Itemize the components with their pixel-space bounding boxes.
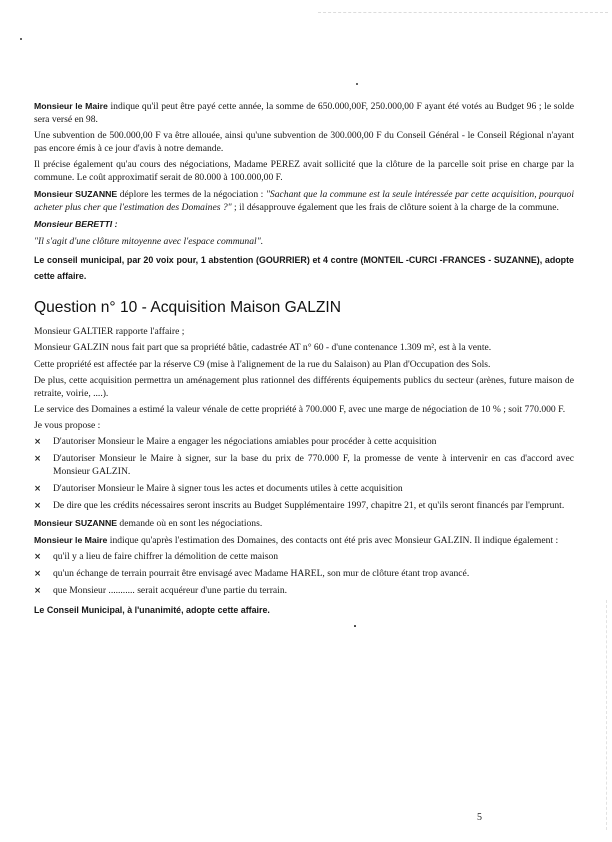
paragraph-beretti	[34, 218, 574, 232]
paragraph-text: déplore les termes de la négociation :	[117, 189, 266, 201]
bullet-cross-icon: ×	[34, 454, 42, 465]
paragraph-subvention: Une subvention de 500.000,00 F va être allouée, ainsi qu'une subvention de 300.000,00 F du Conseil Général - le Conseil Régional n'ayant pas encore émis à ce jour d'avis à notre demande.	[34, 130, 574, 155]
paragraph-propose: Je vous propose :	[34, 420, 101, 432]
bullet-cross-icon: ×	[34, 552, 42, 563]
bullet-cross-icon: ×	[34, 569, 42, 580]
bullet-cross-icon: ×	[34, 501, 42, 511]
list-item: × D'autoriser Monsieur le Maire à signer, sur la base du prix de 770.000 F, la promesse de vente à intervenir en cas d'accord avec Monsieur GALZIN.	[34, 453, 574, 478]
list-item: × D'autoriser Monsieur le Maire à signer tous les actes et documents utiles à cette acquisition	[34, 483, 403, 495]
speaker-label: Monsieur le Maire	[34, 101, 108, 111]
scan-speck	[356, 83, 358, 85]
list-item: × D'autoriser Monsieur le Maire a engager les négociations amiables pour procéder à cette acquisition	[34, 436, 437, 448]
scan-speck	[354, 625, 356, 627]
paragraph-maire-reponse: Monsieur le Maire indique qu'après l'estimation des Domaines, des contacts ont été pris avec Monsieur GALZIN. Il indique également :	[34, 535, 559, 547]
paragraph-amenagement: De plus, cette acquisition permettra un aménagement plus rationnel des différents équipements publics du secteur (arènes, future maison de retraite, voirie, ....).	[34, 374, 574, 399]
decision-unanimite: Le Conseil Municipal, à l'unanimité, adopte cette affaire.	[34, 605, 270, 616]
bullet-cross-icon: ×	[34, 484, 42, 495]
speaker-label: Monsieur SUZANNE	[34, 517, 118, 528]
list-item: × qu'un échange de terrain pourrait être envisagé avec Madame HAREL, son mur de clôture étant trop avancé.	[34, 568, 470, 580]
paragraph-text: ; il désapprouve également que les frais de clôture soient à la charge de la commune.	[231, 202, 559, 214]
bullet-cross-icon: ×	[34, 586, 42, 597]
question-heading: Question n° 10 - Acquisition Maison GALZIN	[34, 299, 341, 317]
scan-artifact-edge	[606, 600, 607, 830]
bullet-cross-icon: ×	[34, 437, 42, 448]
speaker-label: Monsieur BERETTI :	[34, 219, 118, 230]
list-item: × De dire que les crédits nécessaires seront inscrits au Budget Supplémentaire 1997, chapitre 21, et qu'ils seront financés par l'emprunt.	[34, 500, 565, 511]
list-item: × qu'il y a lieu de faire chiffrer la démolition de cette maison	[34, 551, 279, 563]
speaker-label: Monsieur SUZANNE	[34, 189, 118, 200]
page-number: 5	[477, 812, 482, 823]
proposal-list	[34, 436, 574, 513]
paragraph-text: indique qu'il peut être payé cette année, la somme de 650.000,00F, 250.000,00 F ayant été votés au Budget 96 ; le solde sera versé en 98.	[34, 101, 574, 125]
decision-vote: Le conseil municipal, par 20 voix pour, 1 abstention (GOURRIER) et 4 contre (MONTEIL -CURCI -FRANCES - SUZANNE), adopte cette affaire.	[34, 254, 574, 282]
paragraph-cloture: Il précise également qu'au cours des négociations, Madame PEREZ avait sollicité que la clôture de la parcelle soit prise en charge par la commune. Le coût approximatif serait de 80.000 à 100.000,00 F.	[34, 159, 574, 184]
speaker-label: Monsieur le Maire	[34, 535, 108, 546]
paragraph-maire-payment	[34, 100, 574, 127]
list-item: × que Monsieur ........... serait acquéreur d'une partie du terrain.	[34, 585, 288, 597]
paragraph-estimation: Le service des Domaines a estimé la valeur vénale de cette propriété à 700.000 F, avec une marge de négociation de 10 % ; soit 770.000 F.	[34, 403, 566, 415]
paragraph-suzanne-question: Monsieur SUZANNE demande où en sont les négociations.	[34, 517, 263, 529]
paragraph-propriete: Monsieur GALZIN nous fait part que sa propriété bâtie, cadastrée AT n° 60 - d'une contenance 1.309 m², est à la vente.	[34, 342, 492, 354]
scan-speck	[20, 38, 22, 40]
beretti-quote: "Il s'agit d'une clôture mitoyenne avec l'espace communal".	[34, 235, 264, 247]
scan-artifact-line	[318, 12, 608, 13]
paragraph-suzanne	[34, 188, 574, 215]
points-list	[34, 551, 574, 598]
page-content	[34, 100, 574, 621]
quote-text: "Sachant que la commune est la seule intéressée par cette acquisition, pourquoi acheter plus cher que l'estimation des Domaines ?"	[34, 189, 574, 214]
paragraph-reserve: Cette propriété est affectée par la réserve C9 (mise à l'alignement de la rue du Salaison) au Plan d'Occupation des Sols.	[34, 358, 491, 370]
paragraph-rapporteur: Monsieur GALTIER rapporte l'affaire ;	[34, 326, 185, 338]
